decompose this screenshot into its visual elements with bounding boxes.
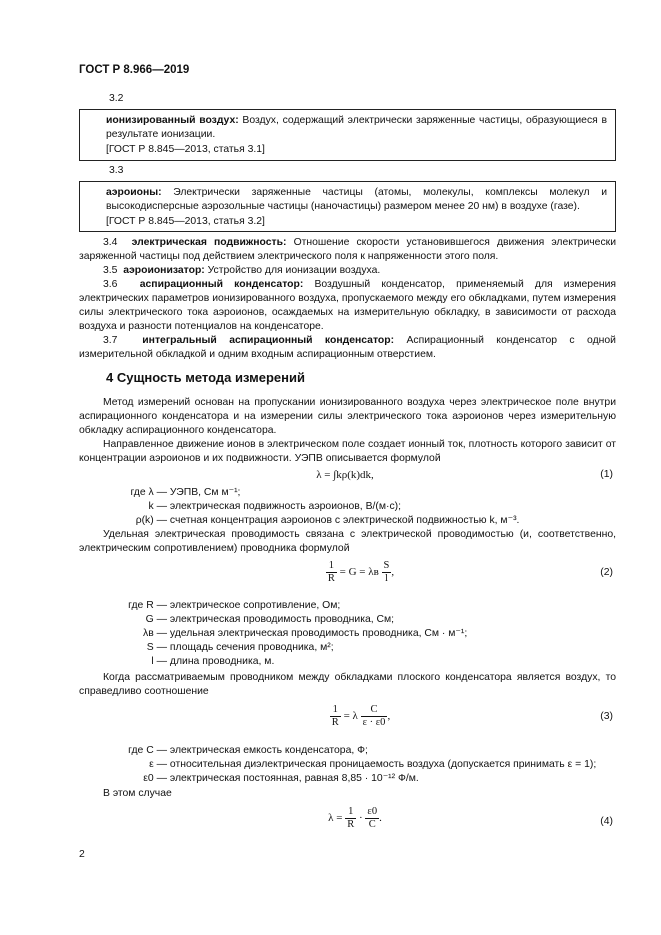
paragraph: Метод измерений основан на пропускании ионизированного воздуха через электрическое поле внутри аспирационного конденсатора и на измерении силы электрического тока аэроионов через измерительную обкладку аспирационного конденсатора.: [79, 397, 616, 436]
symbol-definition: электрическая подвижность аэроионов, В/(м·с);: [169, 501, 402, 512]
equation-1: λ = ∫kρ(k)dk,: [316, 469, 374, 481]
term-definition: Воздух, содержащий электрически заряженные частицы, образующиеся в результате ионизации.: [106, 115, 608, 140]
term-name: аэроионы:: [106, 187, 162, 198]
symbol-definition: электрическая емкость конденсатора, Ф;: [169, 745, 368, 756]
paragraph: Удельная электрическая проводимость связана с электрической проводимостью (и, соответственно, электрическим сопротивлением) проводника формулой: [79, 529, 616, 554]
term-name: аспирационный конденсатор:: [139, 279, 304, 290]
equation-number: (4): [600, 816, 613, 827]
definition-list: [79, 486, 616, 528]
term-3-6: [79, 278, 616, 334]
symbol: ε —: [149, 759, 167, 770]
paragraph: В этом случае: [103, 788, 172, 799]
symbol-definition: относительная диэлектрическая проницаемость воздуха (допускается принимать ε = 1);: [169, 759, 597, 770]
symbol-definition: электрическая постоянная, равная 8,85 · 10⁻¹² Ф/м.: [169, 773, 419, 784]
term-definition: Отношение скорости установившегося движения электрически заряженной частицы под действием электрического поля к напряженности этого поля.: [79, 237, 616, 262]
symbol: где R —: [128, 600, 167, 611]
term-number: 3.4: [103, 237, 118, 248]
page-number: 2: [79, 849, 85, 860]
equation-number: (1): [600, 469, 613, 480]
equation-number: (3): [600, 711, 613, 722]
term-reference: [ГОСТ Р 8.845—2013, статья 3.2]: [106, 216, 265, 227]
equation-2: $\frac{1}{R}$ = G = λв $\frac{S}{l}$ ,: [327, 560, 395, 584]
term-number: 3.6: [103, 279, 118, 290]
symbol-definition: площадь сечения проводника, м²;: [169, 642, 334, 653]
symbol: k —: [148, 501, 167, 512]
term-name: интегральный аспирационный конденсатор:: [142, 335, 395, 346]
symbol-definition: длина проводника, м.: [169, 656, 275, 667]
term-number: 3.5: [103, 265, 118, 276]
symbol-definition: электрическая проводимость проводника, См;: [169, 614, 395, 625]
term-reference: [ГОСТ Р 8.845—2013, статья 3.1]: [106, 144, 265, 155]
term-3-7: [79, 334, 616, 362]
symbol: ρ(k) —: [135, 515, 167, 526]
paragraph: Когда рассматриваемым проводником между обкладками плоского конденсатора является воздух, то справедливо соотношение: [79, 672, 616, 697]
term-3-5: [79, 264, 616, 278]
symbol: l —: [151, 656, 167, 667]
symbol: где λ —: [130, 487, 167, 498]
symbol: λв —: [143, 628, 167, 639]
symbol: S —: [146, 642, 167, 653]
definition-list: [79, 599, 616, 669]
symbol: G —: [145, 614, 167, 625]
document-header: ГОСТ Р 8.966—2019: [79, 64, 190, 76]
term-number: 3.2: [109, 93, 124, 104]
term-number: 3.7: [103, 335, 118, 346]
term-definition: Аспирационный конденсатор с одной измерительной обкладкой и одним входным аспирационным отверстием.: [79, 335, 616, 360]
symbol-definition: удельная электрическая проводимость проводника, См · м⁻¹;: [169, 628, 468, 639]
term-box-3-3: [79, 181, 616, 232]
symbol-definition: УЭПВ, См м⁻¹;: [169, 487, 241, 498]
equation-3: $\frac{1}{R}$ = λ $\frac{C}{\varepsilon \cdot \varepsilon 0}$ ,: [331, 704, 391, 728]
term-3-4: [79, 236, 616, 264]
symbol-definition: счетная концентрация аэроионов с электрической подвижностью k, м⁻³.: [169, 515, 520, 526]
term-definition: Воздушный конденсатор, применяемый для измерения электрических параметров ионизированного воздуха, пропускаемого между его обкладками, путем измерения силы электрического тока аэроионов, осаждаемых на измерительную обкладку, в зависимости от расхода воздуха и разности потенциалов на конденсаторе.: [79, 279, 617, 332]
term-definition: Электрически заряженные частицы (атомы, молекулы, комплексы молекул и высокодисперсные аэрозольные частицы (наночастицы) размером менее 20 нм) в воздухе (газе).: [106, 187, 608, 212]
term-name: электрическая подвижность:: [131, 237, 287, 248]
section-heading: 4 Сущность метода измерений: [106, 370, 305, 385]
symbol: ε0 —: [143, 773, 167, 784]
term-definition: Устройство для ионизации воздуха.: [207, 265, 381, 276]
equation-4: λ = $\frac{1}{R}$ · $\frac{\varepsilon 0}{C}$ .: [328, 806, 382, 830]
symbol-definition: электрическое сопротивление, Ом;: [169, 600, 341, 611]
definition-list: [79, 744, 616, 786]
term-name: аэроионизатор:: [123, 265, 205, 276]
term-box-3-2: [79, 109, 616, 161]
term-number: 3.3: [109, 165, 124, 176]
symbol: где C —: [128, 745, 167, 756]
paragraph: Направленное движение ионов в электрическом поле создает ионный ток, плотность которого зависит от концентрации аэроионов и их подвижности. УЭПВ описывается формулой: [79, 439, 616, 464]
equation-number: (2): [600, 567, 613, 578]
term-name: ионизированный воздух:: [106, 115, 239, 126]
